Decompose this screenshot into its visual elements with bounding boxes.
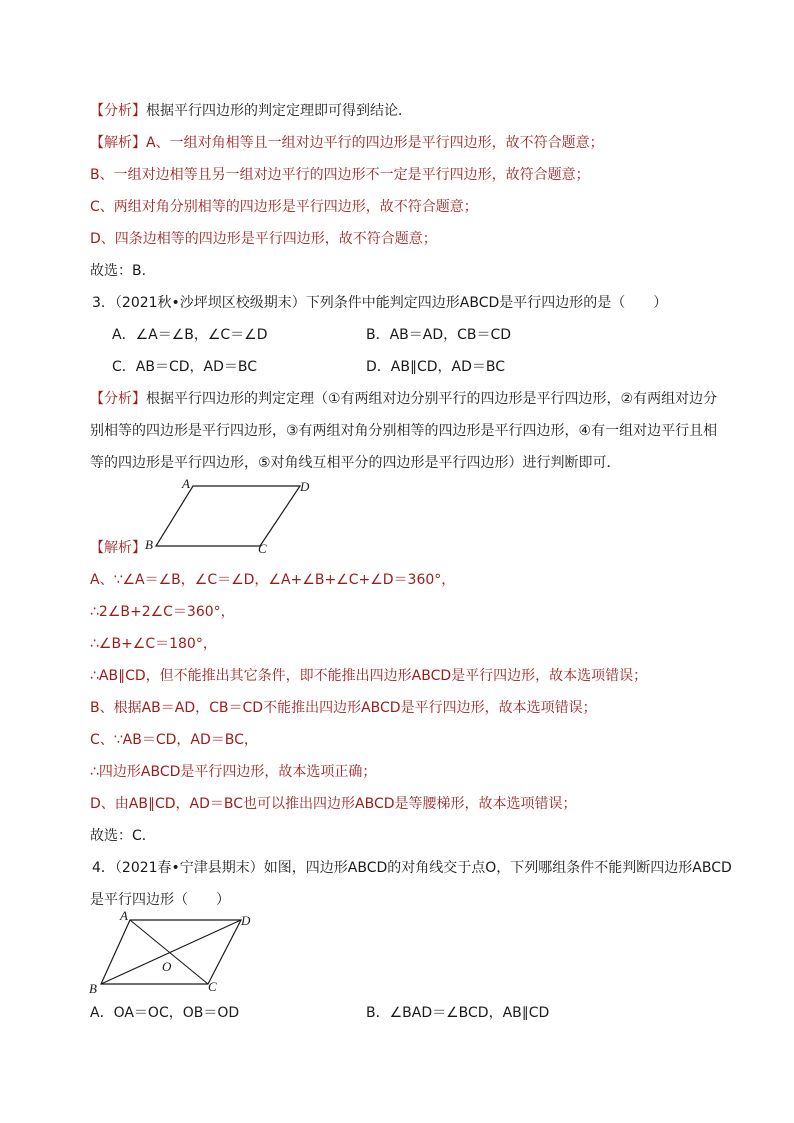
prev-solution-line-d: D、四条边相等的四边形是平行四边形，故不符合题意； <box>90 231 437 247</box>
q3-analysis-line-3: 等的四边形是平行四边形，⑤对角线互相平分的四边形是平行四边形）进行判断即可． <box>90 455 621 471</box>
q3-solution-line-1: A、∵∠A＝∠B，∠C＝∠D，∠A+∠B+∠C+∠D＝360°， <box>90 572 456 588</box>
analysis-tag: 【分析】 <box>90 391 146 407</box>
q3-option-c[interactable]: C．AB＝CD，AD＝BC <box>112 359 258 375</box>
q3-option-b[interactable]: B．AB＝AD，CB＝CD <box>366 327 512 343</box>
q3-answer: 故选：C． <box>90 828 156 844</box>
analysis-tag: 【分析】 <box>90 103 146 119</box>
vertex-label-a: A <box>182 476 190 491</box>
prev-solution-line-c: C、两组对角分别相等的四边形是平行四边形，故不符合题意； <box>90 199 478 215</box>
q4-stem-line-1: 4．（2021春•宁津县期末）如图，四边形ABCD的对角线交于点O，下列哪组条件不能判断四边形ABCD <box>92 860 732 876</box>
vertex-label-d: D <box>241 913 251 928</box>
diagonal-bd <box>101 920 241 984</box>
q3-solution-line-6: C、∵AB＝CD，AD＝BC， <box>90 732 258 748</box>
q3-stem: 3．（2021秋•沙坪坝区校级期末）下列条件中能判定四边形ABCD是平行四边形的是（ ） <box>92 295 668 311</box>
q3-analysis-line-1 <box>90 389 717 409</box>
center-label-o: O <box>162 959 172 974</box>
q3-solution-line-4: ∴AB∥CD，但不能推出其它条件，即不能推出四边形ABCD是平行四边形，故本选项错误； <box>90 668 648 684</box>
vertex-label-b: B <box>89 981 97 996</box>
q3-parallelogram-figure <box>140 476 330 556</box>
diagonal-ac <box>130 920 208 984</box>
analysis-text: 根据平行四边形的判定定理（①有两组对边分别平行的四边形是平行四边形，②有两组对边分 <box>146 391 718 407</box>
q3-option-a[interactable]: A．∠A＝∠B，∠C＝∠D <box>112 327 268 343</box>
q3-solution-line-7: ∴四边形ABCD是平行四边形，故本选项正确； <box>90 764 377 780</box>
vertex-label-b: B <box>145 537 153 552</box>
q3-analysis-line-2: 别相等的四边形是平行四边形，③有两组对角分别相等的四边形是平行四边形，④有一组对边平行且相 <box>90 423 718 439</box>
prev-analysis-line <box>90 101 412 121</box>
q3-solution-line-5: B、根据AB＝AD，CB＝CD不能推出四边形ABCD是平行四边形，故本选项错误； <box>90 700 597 716</box>
q3-solution-line-8: D、由AB∥CD，AD＝BC也可以推出四边形ABCD是等腰梯形，故本选项错误； <box>90 796 577 812</box>
prev-answer: 故选：B． <box>90 263 156 279</box>
vertex-label-c: C <box>258 541 267 556</box>
analysis-text: 根据平行四边形的判定定理即可得到结论． <box>146 103 412 119</box>
vertex-label-a: A <box>120 908 128 923</box>
prev-solution-line-b: B、一组对边相等且另一组对边平行的四边形不一定是平行四边形，故符合题意； <box>90 167 590 183</box>
solution-text: A、一组对角相等且一组对边平行的四边形是平行四边形，故不符合题意； <box>146 135 604 151</box>
solution-tag: 【解析】 <box>90 135 146 151</box>
q4-stem-line-2: 是平行四边形（ ） <box>90 892 230 908</box>
parallelogram-shape <box>156 486 300 546</box>
q4-option-b[interactable]: B．∠BAD＝∠BCD，AB∥CD <box>366 1005 550 1021</box>
q3-option-d[interactable]: D．AB∥CD，AD＝BC <box>366 359 506 375</box>
solution-tag: 【解析】 <box>90 540 146 556</box>
q4-option-a[interactable]: A．OA＝OC，OB＝OD <box>90 1005 240 1021</box>
q4-parallelogram-figure <box>88 908 268 1000</box>
q3-solution-line-3: ∴∠B+∠C＝180°， <box>90 636 217 652</box>
q3-solution-tag-line <box>90 538 146 558</box>
vertex-label-c: C <box>208 979 217 994</box>
q3-solution-line-2: ∴2∠B+2∠C＝360°， <box>90 604 235 620</box>
prev-solution-line-a <box>90 133 604 153</box>
vertex-label-d: D <box>300 479 310 494</box>
